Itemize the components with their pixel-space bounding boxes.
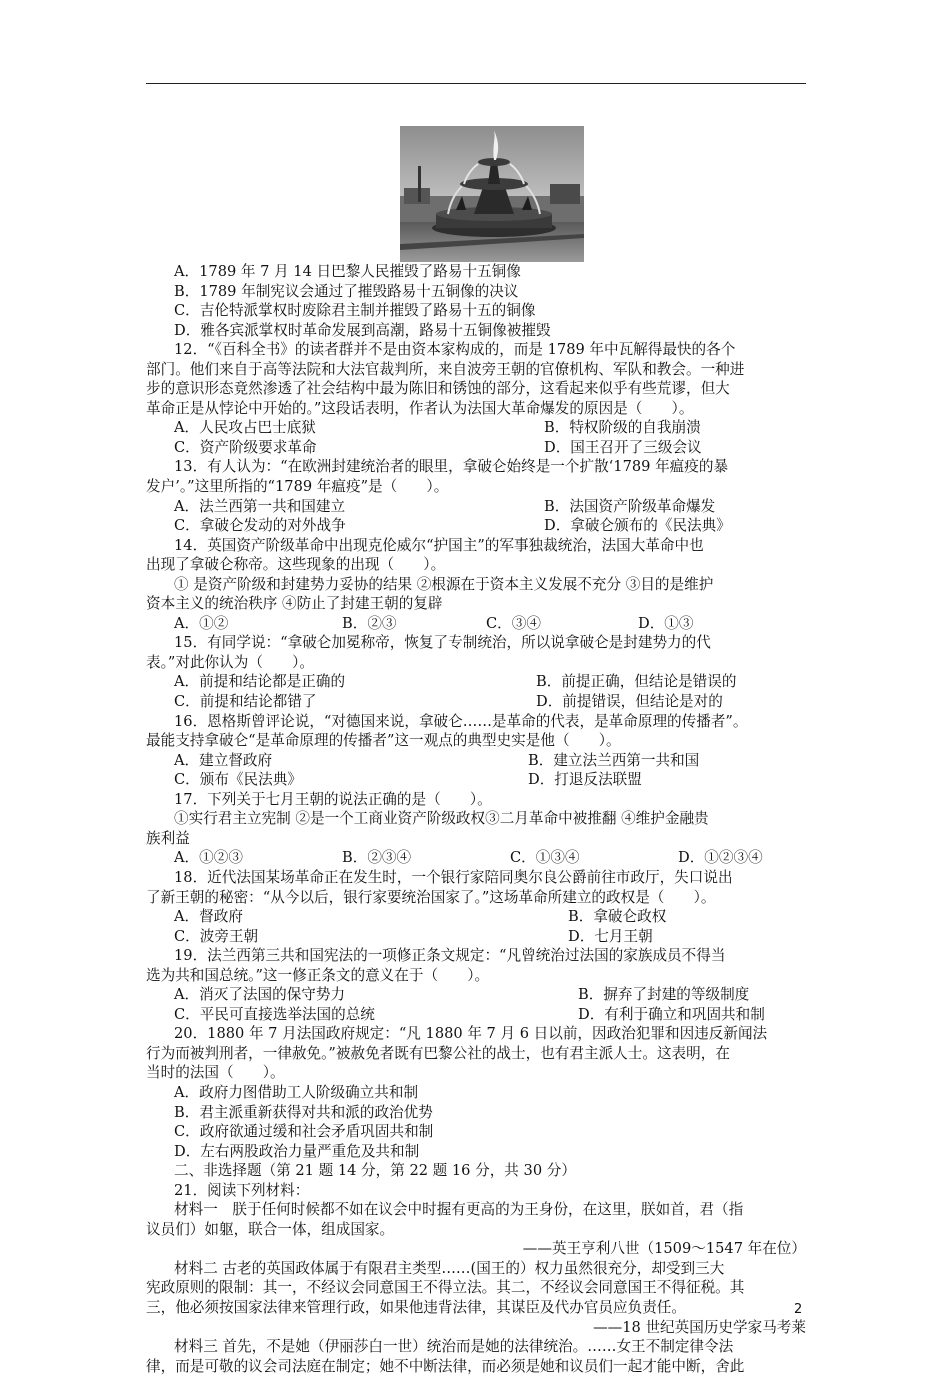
option: D．打退反法联盟 [528, 771, 642, 789]
option-row [146, 497, 810, 517]
text-line: 16．恩格斯曾评论说，“对德国来说，拿破仑……是革命的代表，是革命原理的传播者”。 [174, 712, 748, 730]
option-row [146, 692, 810, 712]
option: A．人民攻占巴士底狱 [174, 419, 316, 437]
text-line: 15．有同学说：“拿破仑加冕称帝，恢复了专制统治，所以说拿破仑是封建势力的代 [174, 634, 711, 652]
option: B．前提正确，但结论是错误的 [536, 673, 737, 691]
text-line: ——18 世纪英国历史学家马考莱 [593, 1318, 806, 1336]
option: B．②③ [342, 614, 397, 632]
text-line: B．君主派重新获得对共和派的政治优势 [174, 1103, 433, 1121]
option-row [146, 985, 810, 1005]
option: A．消灭了法国的保守势力 [174, 986, 346, 1004]
option: A．建立督政府 [174, 751, 273, 769]
option-row [146, 438, 810, 458]
text-line: 步的意识形态竟然渗透了社会结构中最为陈旧和锈蚀的部分，这看起来似乎有些荒谬，但大 [146, 380, 730, 398]
option: D．①③ [638, 614, 694, 632]
text-line: A．政府力图借助工人阶级确立共和制 [174, 1083, 419, 1101]
text-line: 当时的法国（ ）。 [146, 1064, 285, 1082]
option-row [146, 672, 810, 692]
option: A．前提和结论都是正确的 [174, 673, 346, 691]
text-line: D．雅各宾派掌权时革命发展到高潮，路易十五铜像被摧毁 [174, 321, 551, 339]
option: D．拿破仑颁布的《民法典》 [544, 517, 731, 535]
option: C．③④ [486, 614, 541, 632]
text-line: 宪政原则的限制：其一，不经议会同意国王不得立法。其二，不经议会同意国王不得征税。其 [146, 1279, 745, 1297]
option: C．拿破仑发动的对外战争 [174, 517, 346, 535]
text-line: 选为共和国总统。”这一修正条文的意义在于（ ）。 [146, 966, 490, 984]
option-row [146, 927, 810, 947]
option: B．拿破仑政权 [568, 908, 667, 926]
option: A．法兰西第一共和国建立 [174, 497, 346, 515]
option-row [146, 907, 810, 927]
option: C．①③④ [510, 849, 580, 867]
text-line: B．1789 年制宪议会通过了摧毁路易十五铜像的决议 [174, 282, 519, 300]
text-line: 材料一 朕于任何时候都不如在议会中时握有更高的为王身份，在这里，朕如首，君（指 [174, 1201, 744, 1219]
text-line: 二、非选择题（第 21 题 14 分，第 22 题 16 分，共 30 分） [174, 1162, 576, 1180]
text-line: 最能支持拿破仑“是革命原理的传播者”这一观点的典型史实是他（ ）。 [146, 732, 621, 750]
page-number: 2 [794, 1302, 803, 1317]
text-line: 19．法兰西第三共和国宪法的一项修正条文规定：“凡曾统治过法国的家族成员不得当 [174, 947, 726, 965]
text-line: 革命正是从悖论中开始的。”这段话表明，作者认为法国大革命爆发的原因是（ ）。 [146, 399, 694, 417]
text-line: 了新王朝的秘密：“从今以后，银行家要统治国家了。”这场革命所建立的政权是（ ）。 [146, 888, 716, 906]
text-line: 14．英国资产阶级革命中出现克伦威尔“护国主”的军事独裁统治，法国大革命中也 [174, 536, 704, 554]
text-line: 材料三 首先，不是她（伊丽莎白一世）统治而是她的法律统治。……女王不制定律令法 [174, 1338, 734, 1356]
text-line: 18．近代法国某场革命正在发生时，一个银行家陪同奥尔良公爵前往市政厅，失口说出 [174, 868, 733, 886]
text-line: 13．有人认为：“在欧洲封建统治者的眼里，拿破仑始终是一个扩散‘1789 年瘟疫的暴 [174, 458, 729, 476]
text-line: 议员们）如躯，联合一体，组成国家。 [146, 1220, 395, 1238]
option: D．①②③④ [678, 849, 763, 867]
option: C．前提和结论都错了 [174, 693, 317, 711]
option: B．特权阶级的自我崩溃 [544, 419, 701, 437]
option-row [146, 614, 810, 634]
text-line: 21．阅读下列材料： [174, 1181, 310, 1199]
option-row [146, 848, 810, 868]
text-line: ①实行君主立宪制 ②是一个工商业资产阶级政权③二月革命中被推翻 ④维护金融贵 [174, 810, 709, 828]
option: D．国王召开了三级会议 [544, 438, 702, 456]
option: C．资产阶级要求革命 [174, 438, 317, 456]
text-line: 20．1880 年 7 月法国政府规定：“凡 1880 年 7 月 6 日以前，因政治犯罪和因违反新闻法 [174, 1025, 768, 1043]
text-line: ① 是资产阶级和封建势力妥协的结果 ②根源在于资本主义发展不充分 ③目的是维护 [174, 575, 714, 593]
text-line: 出现了拿破仑称帝。这些现象的出现（ ）。 [146, 556, 446, 574]
option: A．①② [174, 614, 229, 632]
text-line: D．左右两股政治力量严重危及共和制 [174, 1142, 420, 1160]
text-line: 律，而是可敬的议会司法庭在制定；她不中断法律，而必须是她和议员们一起才能中断，舍此 [146, 1357, 745, 1375]
option: B．建立法兰西第一共和国 [528, 751, 700, 769]
option-row [146, 516, 810, 536]
text-line: C．政府欲通过缓和社会矛盾巩固共和制 [174, 1123, 434, 1141]
text-line: 材料二 古老的英国政体属于有限君主类型……(国王的）权力虽然很充分，却受到三大 [174, 1259, 725, 1277]
option: C．波旁王朝 [174, 927, 259, 945]
option: A．督政府 [174, 908, 243, 926]
text-line: A．1789 年 7 月 14 日巴黎人民摧毁了路易十五铜像 [174, 263, 521, 280]
text-line: 部门。他们来自于高等法院和大法官裁判所，来自波旁王朝的官僚机构、军队和教会。一种进 [146, 360, 745, 378]
option: C．颁布《民法典》 [174, 771, 302, 789]
text-line: 表。”对此你认为（ ）。 [146, 653, 314, 671]
fountain-photo [400, 126, 584, 262]
text-line: 族利益 [146, 829, 190, 847]
option: D．有利于确立和巩固共和制 [578, 1005, 765, 1023]
text-line: 资本主义的统治秩序 ④防止了封建王朝的复辟 [146, 595, 443, 613]
text-line: ——英王亨利八世（1509～1547 年在位） [522, 1240, 806, 1258]
text-line: 行为而被判刑者，一律赦免。”被赦免者既有巴黎公社的战士，也有君主派人士。这表明，在 [146, 1044, 730, 1062]
option: B．②③④ [342, 849, 412, 867]
option: A．①②③ [174, 849, 243, 867]
option: B．法国资产阶级革命爆发 [544, 497, 716, 515]
text-line: 17．下列关于七月王朝的说法正确的是（ ）。 [174, 790, 492, 808]
text-line: 发户’。”这里所指的“1789 年瘟疫”是（ ）。 [146, 478, 449, 496]
text-line: 三，他必须按国家法律来管理行政，如果他违背法律，其谋臣及代办官员应负责任。 [146, 1298, 686, 1316]
header-rule [146, 83, 806, 84]
option-row [146, 1005, 810, 1025]
question-text [146, 262, 810, 1376]
option-row [146, 770, 810, 790]
option: D．前提错误，但结论是对的 [536, 693, 723, 711]
text-line: 12．“《百科全书》的读者群并不是由资本家构成的，而是 1789 年中瓦解得最快的各个 [174, 341, 736, 359]
option: C．平民可直接选举法国的总统 [174, 1005, 375, 1023]
option: D．七月王朝 [568, 927, 653, 945]
text-line: C．吉伦特派掌权时废除君主制并摧毁了路易十五的铜像 [174, 302, 536, 320]
option-row [146, 751, 810, 771]
option-row [146, 418, 810, 438]
option: B．摒弃了封建的等级制度 [578, 986, 750, 1004]
